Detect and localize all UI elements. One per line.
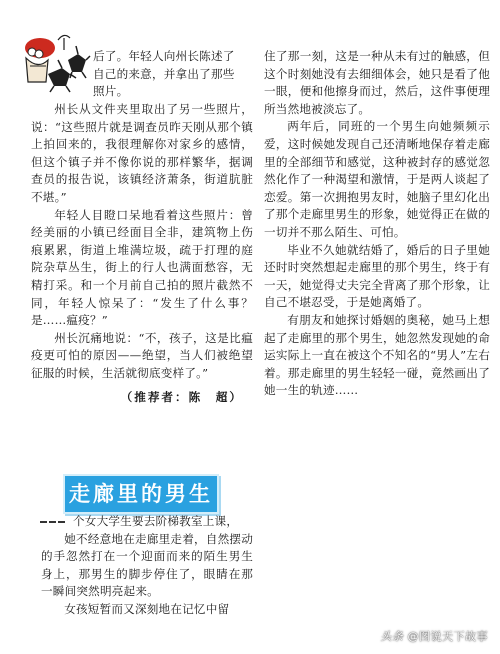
article2-title-box xyxy=(63,474,219,514)
article1-head-line: 后了。年轻人向州长陈述了 xyxy=(93,49,235,63)
watermark-brand: 头条 xyxy=(380,630,404,643)
article1-paragraph: 州长沉痛地说：“不，孩子，这是比瘟疫更可怕的原因——绝望，当人们被绝望征服的时候，生活就彻底变样了。” xyxy=(31,330,253,380)
article2-paragraph: 女孩短暂而又深刻地在记忆中留 xyxy=(64,601,230,616)
watermark xyxy=(381,628,489,644)
article1-body xyxy=(31,101,253,406)
article1-head-line: 自己的来意，并拿出了那些 xyxy=(93,66,235,81)
article2-right-column xyxy=(264,48,490,400)
article1-paragraph: 州长从文件夹里取出了另一些照片，说：“这些照片就是调查员昨天刚从那个镇上拍回来的，我很理解你对家乡的感情，但这个镇子并不像你说的那样繁华，据调查员的报告说，该镇经济萧条，街道肮脏不堪。” xyxy=(31,102,253,204)
article2-first-paragraph: 她不经意地在走廊里走着，自然摆动的手忽然打在一个迎面而来的陌生男生身上，那男生的脚步停住了，眼睛在那一瞬间突然明亮起来。 xyxy=(41,531,253,599)
article2-title: 走廊里的男生 xyxy=(69,482,213,506)
article1-head-line: 照片。 xyxy=(93,84,129,99)
article2-paragraph: 毕业不久她就结婚了，婚后的日子里她还时时突然想起走廊里的那个男生，终于有一天，她觉得丈夫完全背离了那个形象，让自己不堪忍受，于是她离婚了。 xyxy=(264,242,490,310)
article2-start xyxy=(41,513,253,619)
article2-continuation: 住了那一刻，这是一种从未有过的触感，但这个时刻她没有去细细体会，她只是看了他一眼，便和他擦身而过，然后，这件事便理所当然地被淡忘了。 xyxy=(264,49,490,116)
article2-paragraph: 有朋友和她探讨婚姻的奥秘，她马上想起了走廊里的那个男生，她忽然发现她的命运实际上一直在被这个不知名的“男人”左右着。那走廊里的男生轻轻一碰，竟然画出了她一生的轨迹…… xyxy=(264,312,490,398)
article1-paragraph: 年轻人目瞪口呆地看着这些照片：曾经美丽的小镇已经面目全非，建筑物上伤痕累累，街道上堆满垃圾，疏于打理的庭院杂草丛生，街上的行人也满面愁容，无精打采。和一个月前自己拍的照片截然不同，年轻人惊呆了：“发生了什么事？是……瘟疫？” xyxy=(31,207,253,328)
article2-paragraph: 两年后，同班的一个男生向她频频示爱，这时候她发现自己还清晰地保存着走廊里的全部细节和感觉，这种被封存的感觉忽然化作了一种渴望和激情，于是两人谈起了恋爱。第一次拥抱男友时，她脑子里幻化出了那个走廊里男生的形象，她觉得正在做的一切并不那么陌生、可怕。 xyxy=(264,119,490,239)
watermark-handle: @图说天下故事 xyxy=(407,630,488,643)
article2-first-line: 个女大学生要去阶梯教室上课， xyxy=(73,514,239,528)
article1-head-lines xyxy=(93,48,253,101)
cartoon-illustration-icon xyxy=(18,30,92,96)
recommender-credit: （推荐者：陈 超） xyxy=(120,389,243,404)
